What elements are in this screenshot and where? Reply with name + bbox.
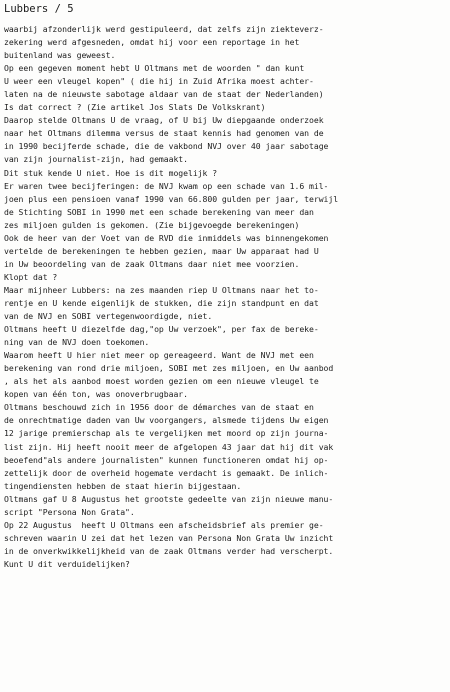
text-line: Oltmans gaf U 8 Augustus het grootste gedeelte van zijn nieuwe manu-: [4, 493, 334, 504]
text-line: de Stichting SOBI in 1990 met een schade berekening van meer dan: [4, 206, 314, 217]
text-line: in 1990 becijferde schade, die de vakbond NVJ over 40 jaar sabotage: [4, 141, 329, 152]
text-line: Op een gegeven moment hebt U Oltmans met de woorden " dan kunt: [4, 63, 305, 74]
text-line: Kunt U dit verduidelijken?: [4, 558, 130, 569]
text-line: script "Persona Non Grata".: [4, 506, 135, 517]
text-line: van de NVJ en SOBI vertegenwoordigde, niet.: [4, 311, 213, 322]
text-line: Er waren twee becijferingen: de NVJ kwam op een schade van 1.6 mil-: [4, 180, 329, 191]
text-line: joen plus een pensioen vanaf 1990 van 66.800 gulden per jaar, terwijl: [4, 193, 339, 204]
text-line: beoefend"als andere journalisten" kunnen functioneren omdat hij op-: [4, 454, 329, 465]
text-line: tingendiensten hebben de staat hierin bijgestaan.: [4, 480, 242, 491]
text-line: buitenland was geweest.: [4, 50, 116, 61]
page-header: Lubbers / 5: [4, 3, 74, 15]
text-line: list zijn. Hij heeft nooit meer de afgelopen 43 jaar dat hij dit vak: [4, 441, 334, 452]
text-line: vertelde de berekeningen te hebben gezien, maar Uw apparaat had U: [4, 245, 319, 256]
text-line: naar het Oltmans dilemma versus de staat kennis had genomen van de: [4, 128, 324, 139]
text-line: in Uw beoordeling van de zaak Oltmans daar niet mee voorzien.: [4, 258, 300, 269]
text-line: Waarom heeft U hier niet meer op gereageerd. Want de NVJ met een: [4, 350, 314, 361]
text-line: kopen van één ton, was onoverbrugbaar.: [4, 389, 188, 400]
text-line: Op 22 Augustus heeft U Oltmans een afscheidsbrief als premier ge-: [4, 519, 324, 530]
text-line: de onrechtmatige daden van Uw voorgangers, alsmede tijdens Uw eigen: [4, 415, 329, 426]
text-line: U weer een vleugel kopen" ( die hij in Zuid Afrika moest achter-: [4, 76, 314, 87]
text-line: Oltmans beschouwd zich in 1956 door de démarches van de staat en: [4, 402, 314, 413]
text-line: Ook de heer van der Voet van de RVD die inmiddels was binnengekomen: [4, 232, 329, 243]
text-line: zes miljoen gulden is gekomen. (Zie bijgevoegde berekeningen): [4, 219, 300, 230]
text-line: Daarop stelde Oltmans U de vraag, of U bij Uw diepgaande onderzoek: [4, 115, 324, 126]
text-line: in de onverkwikkelijkheid van de zaak Oltmans verder had verscherpt.: [4, 545, 334, 556]
text-line: berekening van rond drie miljoen, SOBI met zes miljoen, en Uw aanbod: [4, 363, 334, 374]
text-line: 12 jarige premierschap als te vergelijken met moord op zijn journa-: [4, 428, 329, 439]
text-line: zettelijk door de overheid hogemate verdacht is gemaakt. De inlich-: [4, 467, 329, 478]
text-line: Maar mijnheer Lubbers: na zes maanden riep U Oltmans naar het to-: [4, 284, 319, 295]
text-line: , als het als aanbod moest worden gezien om een nieuwe vleugel te: [4, 376, 319, 387]
text-line: Oltmans heeft U diezelfde dag,"op Uw verzoek", per fax de bereke-: [4, 324, 319, 335]
text-line: Klopt dat ?: [4, 271, 58, 282]
text-line: van zijn journalist-zijn, had gemaakt.: [4, 154, 188, 165]
text-line: Is dat correct ? (Zie artikel Jos Slats De Volkskrant): [4, 102, 266, 113]
text-line: Dit stuk kende U niet. Hoe is dit mogelijk ?: [4, 167, 218, 178]
text-line: rentje en U kende eigenlijk de stukken, die zijn standpunt en dat: [4, 297, 319, 308]
text-line: ning van de NVJ doen toekomen.: [4, 337, 150, 348]
text-line: laten na de nieuwste sabotage aldaar van de staat der Nederlanden): [4, 89, 324, 100]
letter-body: [4, 23, 448, 571]
text-line: schreven waarin U zei dat het lezen van Persona Non Grata Uw inzicht: [4, 532, 334, 543]
text-line: waarbij afzonderlijk werd gestipuleerd, dat zelfs zijn ziekteverz-: [4, 24, 324, 34]
text-line: zekering werd afgesneden, omdat hij voor een reportage in het: [4, 37, 300, 48]
